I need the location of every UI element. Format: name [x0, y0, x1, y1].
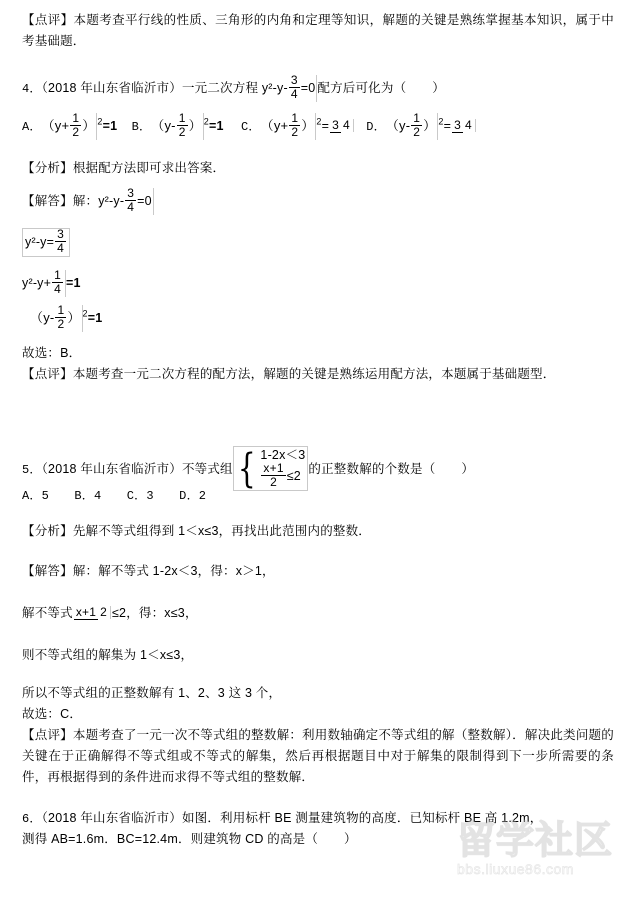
q4-solution-lead-text: 解：: [72, 193, 99, 208]
q4-option-a-power: 2: [97, 116, 103, 127]
q5-option-b[interactable]: [74, 489, 101, 503]
q4-equation-denominator: 4: [290, 87, 298, 101]
q5-solution-line1: [22, 561, 614, 582]
q4-solution-step0-den: 4: [127, 200, 135, 214]
q6-stem-line2: [22, 829, 614, 850]
q4-solution-step2-lhs: y²-y+: [22, 275, 52, 290]
q4-option-c-open: （y+: [260, 117, 289, 133]
q4-solution-step2-den: 4: [54, 282, 61, 296]
q5-options: [22, 485, 614, 507]
q4-option-b-open: （y-: [151, 117, 176, 133]
q4-solution-label: 【解答】: [22, 193, 73, 208]
q5-solution-line1-text: 解：解不等式 1-2x＜3，得：x＞1，: [72, 564, 275, 578]
q5-system-row1: 1-2x＜3: [260, 448, 306, 462]
q4-equation-fraction: [289, 74, 300, 101]
q4-option-b-den: 2: [178, 125, 186, 139]
q4-option-d-key: D．: [366, 119, 386, 134]
q4-option-c-equals: =: [321, 118, 330, 133]
q5-system-row2-rel: ≤2: [286, 468, 301, 483]
q4-option-c-result-den: 4: [343, 118, 350, 132]
q5-analysis-text: 先解不等式组得到 1＜x≤3，再找出此范围内的整数．: [72, 524, 372, 538]
q4-option-b-close: ）: [188, 117, 202, 133]
q4-source: （2018 年山东省临沂市）: [41, 80, 182, 95]
q4-solution-step3: [22, 305, 614, 332]
q4-stem-after: 配方后可化为（: [317, 80, 407, 95]
q5-choice-text: 故选：C．: [22, 707, 83, 721]
q6-stem: [22, 808, 614, 830]
q5-number: 5．: [22, 462, 42, 477]
q5-comment: [22, 725, 614, 788]
q5-analysis-label: 【分析】: [22, 524, 73, 538]
q6-number: 6．: [22, 812, 42, 826]
q3-comment-label: 【点评】: [22, 13, 74, 27]
q4-option-d-power: 2: [438, 116, 444, 127]
q4-comment: [22, 364, 614, 385]
q4-solution-step3-rhs: =1: [87, 310, 103, 325]
q5-solution-line4-text: 所以不等式组的正整数解有 1、2、3 这 3 个，: [22, 686, 282, 700]
q5-solution-line2-after: ≤2，得：x≤3，: [111, 606, 198, 620]
q5-option-d[interactable]: [179, 489, 206, 503]
q4-solution-lead: [22, 188, 614, 215]
q5-system-row2-den: 2: [270, 475, 277, 489]
q4-choice-text: 故选：B．: [22, 346, 82, 360]
q4-comment-label: 【点评】: [22, 367, 73, 381]
q5-solution-line2: [22, 603, 614, 624]
q4-option-d[interactable]: [366, 113, 477, 140]
q4-solution-step0-num: 3: [127, 186, 135, 200]
q4-solution-step2-num: 1: [54, 268, 61, 282]
q4-option-a-open: （y+: [41, 117, 70, 133]
q4-solution-step0: [98, 188, 154, 215]
q4-option-b[interactable]: [132, 113, 224, 140]
q5-option-a-value: 5: [41, 489, 50, 503]
q4-option-a-num: 1: [72, 111, 80, 125]
q4-solution-step0-lhs: y²-y-: [98, 193, 125, 208]
q4-solution-step1-lhs: y²-y=: [25, 234, 55, 249]
q4-comment-text: 本题考查一元二次方程的配方法，解题的关键是熟练运用配方法，本题属于基础题型．: [72, 367, 556, 381]
watermark-url-text: bbs.liuxue86.com: [457, 861, 574, 877]
q4-solution-step1-num: 3: [57, 227, 64, 241]
q4-option-d-num: 1: [413, 111, 421, 125]
q4-solution-step3-close: ）: [67, 309, 81, 325]
q5-option-a-key: A．: [22, 489, 42, 503]
q4-solution-step2: [22, 270, 614, 297]
q4-option-d-close: ）: [423, 117, 437, 133]
q5-choice: [22, 704, 614, 725]
q4-option-d-equals: =: [443, 118, 452, 133]
q4-choice: [22, 343, 614, 364]
watermark-main-text: 留学社区: [457, 820, 614, 862]
q4-option-c-den: 2: [291, 125, 299, 139]
q5-option-b-value: 4: [94, 489, 102, 503]
q4-solution-step3-power: 2: [82, 308, 88, 319]
q5-analysis: [22, 521, 614, 542]
q4-option-a-den: 2: [72, 125, 80, 139]
q5-solution-line2-den: 2: [100, 605, 107, 620]
q4-option-c-result-fraction: [330, 119, 354, 132]
q4-equation-numerator: 3: [290, 73, 298, 87]
q4-solution-step1-den: 4: [57, 241, 64, 255]
q5-stem-close: ）: [461, 461, 475, 476]
q5-comment-text: 本题考查了一元一次不等式组的整数解：利用数轴确定不等式组的解（整数解）．解决此类问题的关键在于正确解得不等式组或不等式的解集，然后再根据题目中对于解集的限制得到下一步所需要的条件，再根据得到的条件进而求得不等式组的整数解．: [22, 728, 614, 784]
q4-option-d-result-den: 4: [464, 118, 472, 132]
q5-stem-after: 的正整数解的个数是（: [308, 461, 436, 476]
q4-option-c-power: 2: [316, 116, 322, 127]
q6-line1: 如图．利用标杆 BE 测量建筑物的高度．已知标杆 BE 高 1.2m，: [181, 811, 543, 825]
q5-option-c-key: C．: [126, 489, 147, 503]
q5-system-row2-num: x+1: [263, 461, 284, 475]
q5-option-a[interactable]: [22, 489, 49, 503]
q4-option-b-equals: =1: [208, 118, 224, 133]
q4-option-a-close: ）: [82, 117, 96, 133]
q4-solution-step1: [22, 228, 614, 257]
q3-comment-text: 本题考查平行线的性质、三角形的内角和定理等知识，解题的关键是熟练掌握基本知识，属于中考基础题．: [22, 13, 614, 48]
q5-option-c-value: 3: [146, 489, 154, 503]
q5-solution-line2-fraction: [74, 606, 111, 619]
q6-source: （2018 年山东省临沂市）: [41, 811, 182, 825]
q4-solution-step3-den: 2: [57, 317, 65, 331]
q5-solution-line3: [22, 645, 614, 666]
q5-solution-label: 【解答】: [22, 564, 73, 578]
q4-option-b-num: 1: [178, 111, 186, 125]
q4-option-b-key: B．: [131, 119, 152, 134]
q5-option-d-value: 2: [198, 489, 207, 503]
q4-option-d-open: （y-: [385, 117, 411, 133]
q5-comment-label: 【点评】: [22, 728, 73, 742]
q4-option-c-result-num: 3: [332, 118, 339, 132]
q4-stem-before: 一元二次方程: [181, 80, 259, 95]
q5-solution-line3-text: 则不等式组的解集为 1＜x≤3，: [22, 648, 194, 662]
q4-solution-step3-open: （y-: [30, 309, 55, 325]
q5-stem-before: 不等式组: [181, 461, 233, 476]
q4-option-d-den: 2: [413, 125, 421, 139]
q4-option-c-close: ）: [301, 117, 315, 133]
q4-option-d-result-fraction: [452, 119, 476, 132]
q6-line2: 测得 AB=1.6m．BC=12.4m．则建筑物 CD 的高是（: [22, 832, 319, 846]
q4-stem-close: ）: [432, 80, 445, 95]
q5-source: （2018 年山东省临沂市）: [41, 461, 182, 476]
q4-option-c-key: C．: [241, 119, 261, 134]
q5-option-b-key: B．: [74, 489, 94, 503]
q5-option-d-key: D．: [179, 489, 199, 503]
q5-solution-line4: [22, 683, 614, 704]
q4-equation-rhs: =0: [300, 80, 316, 95]
q4-option-d-result-num: 3: [454, 118, 461, 132]
q4-option-a[interactable]: [22, 113, 117, 140]
q6-line2-close: ）: [344, 832, 357, 846]
q4-option-c-num: 1: [291, 111, 299, 125]
q5-solution-line2-num: x+1: [75, 605, 97, 620]
q4-option-a-key: A．: [22, 119, 42, 134]
q4-stem: [22, 75, 614, 102]
q4-solution-step2-rhs: =1: [66, 275, 81, 290]
q5-option-c[interactable]: [127, 489, 154, 503]
q5-solution-line2-before: 解不等式: [22, 606, 73, 620]
q4-equation: [262, 75, 318, 102]
q4-option-a-equals: =1: [102, 118, 118, 133]
q4-option-c[interactable]: [241, 113, 355, 140]
q4-analysis: [22, 158, 614, 179]
q4-analysis-text: 根据配方法即可求出答案．: [72, 161, 226, 175]
q4-equation-lhs: y²-y-: [261, 80, 288, 95]
q4-solution-step3-num: 1: [57, 303, 65, 317]
left-brace-icon: {: [237, 445, 256, 492]
q4-option-b-power: 2: [203, 116, 209, 127]
q3-comment-paragraph: [22, 10, 614, 52]
q4-options: [22, 113, 614, 140]
q4-number: 4．: [22, 81, 42, 96]
q4-analysis-label: 【分析】: [22, 161, 73, 175]
q4-solution-step0-rhs: =0: [137, 193, 152, 208]
